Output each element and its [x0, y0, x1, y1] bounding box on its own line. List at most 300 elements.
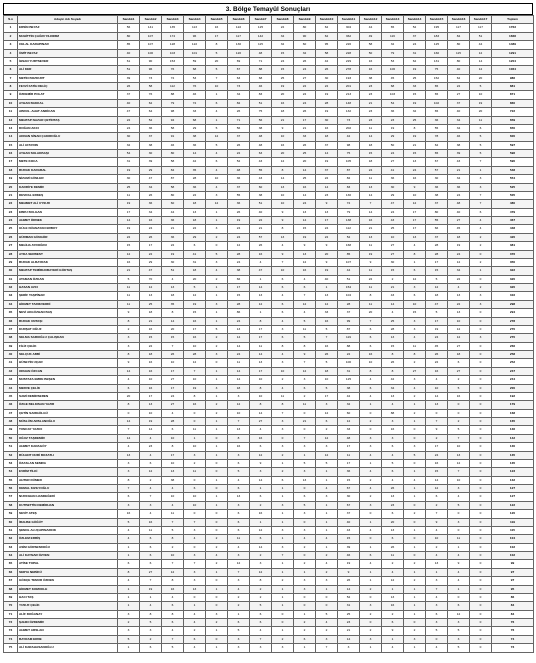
- vote-cell: 5: [206, 141, 228, 149]
- vote-cell: 1: [470, 267, 492, 275]
- vote-cell: 2: [184, 459, 206, 467]
- total-cell: 420: [492, 233, 534, 241]
- vote-cell: 13: [272, 233, 294, 241]
- vote-cell: 2: [250, 552, 272, 560]
- candidate-name: HÜSEYİN UÇAR: [18, 359, 118, 367]
- vote-cell: 67: [338, 485, 360, 493]
- column-header-box: Sandık3: [162, 16, 184, 24]
- vote-cell: 12: [250, 451, 272, 459]
- vote-cell: 4: [140, 602, 162, 610]
- vote-cell: 0: [470, 610, 492, 618]
- vote-cell: 29: [140, 166, 162, 174]
- vote-cell: 3: [118, 610, 140, 618]
- row-number: 8: [4, 83, 18, 91]
- vote-cell: 44: [338, 267, 360, 275]
- column-header-no: S.n: [4, 16, 18, 24]
- vote-cell: 76: [184, 83, 206, 91]
- vote-cell: 23: [140, 443, 162, 451]
- vote-cell: 7: [426, 510, 448, 518]
- vote-cell: 3: [448, 635, 470, 643]
- vote-cell: 3: [184, 451, 206, 459]
- vote-cell: 0: [470, 585, 492, 593]
- vote-cell: 0: [470, 351, 492, 359]
- vote-cell: 13: [228, 325, 250, 333]
- vote-cell: 27: [294, 74, 316, 82]
- vote-cell: 3: [272, 501, 294, 509]
- candidate-name: CELAL KARAPINAR: [18, 41, 118, 49]
- vote-cell: 1: [470, 166, 492, 174]
- vote-cell: 112: [162, 83, 184, 91]
- vote-cell: 71: [228, 116, 250, 124]
- total-cell: 76: [492, 619, 534, 627]
- vote-cell: 2: [272, 577, 294, 585]
- vote-cell: 1: [206, 292, 228, 300]
- vote-cell: 16: [206, 24, 228, 32]
- vote-cell: 6: [184, 635, 206, 643]
- vote-cell: 16: [140, 518, 162, 526]
- vote-cell: 22: [228, 150, 250, 158]
- vote-cell: 7: [316, 334, 338, 342]
- vote-cell: 1: [118, 543, 140, 551]
- vote-cell: 96: [140, 66, 162, 74]
- vote-cell: 13: [228, 493, 250, 501]
- vote-cell: 3: [404, 284, 426, 292]
- vote-cell: 30: [140, 150, 162, 158]
- vote-cell: 7: [294, 292, 316, 300]
- vote-cell: 13: [250, 359, 272, 367]
- vote-cell: 3: [426, 577, 448, 585]
- vote-cell: 11: [338, 451, 360, 459]
- vote-cell: 125: [426, 41, 448, 49]
- table-row: [4, 108, 534, 116]
- vote-cell: 0: [404, 552, 426, 560]
- vote-cell: 16: [382, 426, 404, 434]
- row-number: 45: [4, 392, 18, 400]
- vote-cell: 1: [206, 418, 228, 426]
- vote-cell: 5: [294, 317, 316, 325]
- vote-cell: 12: [272, 158, 294, 166]
- vote-cell: 0: [470, 359, 492, 367]
- vote-cell: 116: [382, 32, 404, 40]
- total-cell: 448: [492, 225, 534, 233]
- candidate-name: METİN BOZKURT: [18, 74, 118, 82]
- vote-cell: 0: [470, 526, 492, 534]
- vote-cell: 26: [250, 242, 272, 250]
- candidate-name: ASİM GÜRSESDOĞU: [18, 543, 118, 551]
- vote-cell: 3: [206, 258, 228, 266]
- table-row: [4, 518, 534, 526]
- vote-cell: 57: [426, 166, 448, 174]
- vote-cell: 3: [272, 426, 294, 434]
- vote-cell: 2: [206, 342, 228, 350]
- vote-cell: 0: [470, 501, 492, 509]
- vote-cell: 12: [404, 275, 426, 283]
- vote-cell: 19: [316, 108, 338, 116]
- vote-cell: 10: [272, 133, 294, 141]
- vote-cell: 72: [338, 200, 360, 208]
- vote-cell: 6: [294, 284, 316, 292]
- vote-cell: 2: [382, 275, 404, 283]
- vote-cell: 17: [426, 443, 448, 451]
- vote-cell: 11: [228, 359, 250, 367]
- vote-cell: 0: [272, 619, 294, 627]
- vote-cell: 10: [206, 83, 228, 91]
- vote-cell: 10: [404, 191, 426, 199]
- vote-cell: 7: [184, 367, 206, 375]
- row-number: 28: [4, 250, 18, 258]
- vote-cell: 201: [338, 83, 360, 91]
- table-row: [4, 99, 534, 107]
- vote-cell: 27: [448, 217, 470, 225]
- vote-cell: 53: [382, 57, 404, 65]
- vote-cell: 6: [426, 493, 448, 501]
- vote-cell: 125: [338, 376, 360, 384]
- vote-cell: 16: [382, 602, 404, 610]
- vote-cell: 0: [470, 568, 492, 576]
- vote-cell: 1: [118, 552, 140, 560]
- vote-cell: 36: [426, 116, 448, 124]
- vote-cell: 51: [470, 32, 492, 40]
- table-row: [4, 334, 534, 342]
- vote-cell: 4: [360, 376, 382, 384]
- vote-cell: 26: [382, 359, 404, 367]
- vote-cell: 0: [448, 593, 470, 601]
- candidate-name: AYHAN BAKKAL: [18, 99, 118, 107]
- vote-cell: 5: [206, 49, 228, 57]
- vote-cell: 1: [206, 116, 228, 124]
- vote-cell: 26: [294, 108, 316, 116]
- total-cell: 252: [492, 359, 534, 367]
- vote-cell: 4: [470, 217, 492, 225]
- vote-cell: 15: [338, 535, 360, 543]
- vote-cell: 59: [184, 57, 206, 65]
- vote-cell: 6: [272, 284, 294, 292]
- vote-cell: 40: [250, 208, 272, 216]
- vote-cell: 52: [338, 233, 360, 241]
- vote-cell: 14: [250, 543, 272, 551]
- vote-cell: 6: [360, 552, 382, 560]
- vote-cell: 9: [272, 208, 294, 216]
- table-row: [4, 225, 534, 233]
- vote-cell: 29: [184, 124, 206, 132]
- vote-cell: 13: [140, 292, 162, 300]
- vote-cell: 17: [404, 208, 426, 216]
- vote-cell: 2: [206, 401, 228, 409]
- vote-cell: 43: [338, 526, 360, 534]
- vote-cell: 2: [404, 392, 426, 400]
- vote-cell: 16: [316, 124, 338, 132]
- vote-cell: 0: [470, 543, 492, 551]
- total-cell: 597: [492, 141, 534, 149]
- vote-cell: 1: [272, 485, 294, 493]
- vote-cell: 39: [140, 158, 162, 166]
- total-cell: 1489: [492, 41, 534, 49]
- vote-cell: 13: [184, 585, 206, 593]
- candidate-name: FEVZİ FATİH DELİÇ: [18, 83, 118, 91]
- vote-cell: 3: [118, 501, 140, 509]
- vote-cell: 73: [338, 116, 360, 124]
- total-cell: 84: [492, 602, 534, 610]
- candidate-name: MEHTAP TEMİRHOBAYERİ GÖKTAŞ: [18, 267, 118, 275]
- candidate-name: BURAK UNTAŞI: [18, 317, 118, 325]
- vote-cell: 6: [118, 560, 140, 568]
- row-number: 75: [4, 644, 18, 652]
- vote-cell: 5: [118, 518, 140, 526]
- vote-cell: 10: [184, 376, 206, 384]
- vote-cell: 21: [140, 317, 162, 325]
- vote-cell: 12: [470, 49, 492, 57]
- vote-cell: 16: [140, 384, 162, 392]
- table-row: [4, 543, 534, 551]
- vote-cell: 4: [448, 493, 470, 501]
- table-row: [4, 158, 534, 166]
- table-row: [4, 351, 534, 359]
- vote-cell: 1: [426, 568, 448, 576]
- vote-cell: 28: [228, 300, 250, 308]
- row-number: 55: [4, 476, 18, 484]
- vote-cell: 12: [118, 250, 140, 258]
- vote-cell: 16: [184, 401, 206, 409]
- vote-cell: 20: [206, 57, 228, 65]
- vote-cell: 19: [382, 124, 404, 132]
- vote-cell: 3: [272, 526, 294, 534]
- total-cell: 881: [492, 83, 534, 91]
- vote-cell: 47: [382, 200, 404, 208]
- vote-cell: 5: [206, 66, 228, 74]
- candidate-name: AHTER DÜMER: [18, 476, 118, 484]
- vote-cell: 135: [162, 24, 184, 32]
- vote-cell: 41: [382, 166, 404, 174]
- vote-cell: 17: [228, 284, 250, 292]
- vote-cell: 5: [448, 426, 470, 434]
- vote-cell: 4: [426, 593, 448, 601]
- vote-cell: 0: [404, 535, 426, 543]
- vote-cell: 0: [206, 510, 228, 518]
- total-cell: 381: [492, 242, 534, 250]
- vote-cell: 3: [228, 577, 250, 585]
- vote-cell: 10: [470, 91, 492, 99]
- vote-cell: 0: [294, 485, 316, 493]
- vote-cell: 22: [184, 225, 206, 233]
- vote-cell: 10: [250, 376, 272, 384]
- vote-cell: 1: [272, 493, 294, 501]
- vote-cell: 16: [184, 334, 206, 342]
- candidate-name: MEHMET ALİ UYSUR: [18, 200, 118, 208]
- row-number: 44: [4, 384, 18, 392]
- vote-cell: 22: [294, 91, 316, 99]
- vote-cell: 106: [382, 66, 404, 74]
- vote-cell: 10: [316, 376, 338, 384]
- vote-cell: 1: [272, 510, 294, 518]
- vote-cell: 21: [360, 225, 382, 233]
- vote-cell: 1: [316, 526, 338, 534]
- vote-cell: 3: [294, 577, 316, 585]
- vote-cell: 15: [272, 49, 294, 57]
- table-row: [4, 49, 534, 57]
- vote-cell: 2: [360, 627, 382, 635]
- vote-cell: 6: [360, 384, 382, 392]
- vote-cell: 37: [448, 99, 470, 107]
- vote-cell: 0: [470, 476, 492, 484]
- vote-cell: 16: [228, 443, 250, 451]
- vote-cell: 1: [316, 518, 338, 526]
- vote-cell: 7: [360, 200, 382, 208]
- vote-cell: 195: [426, 24, 448, 32]
- candidate-name: BÜLENT NURİ BOZATLI: [18, 451, 118, 459]
- total-cell: 258: [492, 351, 534, 359]
- row-number: 48: [4, 418, 18, 426]
- vote-cell: 18: [316, 133, 338, 141]
- vote-cell: 40: [118, 99, 140, 107]
- vote-cell: 7: [470, 191, 492, 199]
- vote-cell: 47: [140, 175, 162, 183]
- vote-cell: 6: [162, 619, 184, 627]
- vote-cell: 24: [294, 99, 316, 107]
- vote-cell: 15: [404, 91, 426, 99]
- table-row: [4, 401, 534, 409]
- vote-cell: 10: [272, 191, 294, 199]
- vote-cell: 17: [140, 392, 162, 400]
- vote-cell: 21: [272, 116, 294, 124]
- vote-cell: 12: [184, 359, 206, 367]
- candidate-name: SELMA SARIOĞLU ÇALIŞKAN: [18, 334, 118, 342]
- column-header-name: Adayın Adı Soyadı: [18, 16, 118, 24]
- vote-cell: 3: [118, 334, 140, 342]
- vote-cell: 3: [272, 644, 294, 652]
- vote-cell: 27: [404, 367, 426, 375]
- vote-cell: 9: [272, 217, 294, 225]
- table-row: [4, 635, 534, 643]
- candidate-name: ÖZLEM ERBİŞ: [18, 535, 118, 543]
- vote-cell: 3: [470, 300, 492, 308]
- vote-cell: 0: [470, 434, 492, 442]
- vote-cell: 16: [140, 359, 162, 367]
- vote-cell: 8: [294, 342, 316, 350]
- vote-cell: 1: [272, 535, 294, 543]
- vote-cell: 30: [382, 183, 404, 191]
- vote-cell: 48: [250, 133, 272, 141]
- vote-cell: 37: [338, 309, 360, 317]
- vote-cell: 18: [360, 141, 382, 149]
- total-cell: 84: [492, 610, 534, 618]
- vote-cell: 2: [206, 334, 228, 342]
- vote-cell: 18: [272, 108, 294, 116]
- vote-cell: 1: [206, 91, 228, 99]
- vote-cell: 2: [206, 619, 228, 627]
- vote-cell: 56: [118, 24, 140, 32]
- vote-cell: 80: [162, 191, 184, 199]
- vote-cell: 10: [162, 459, 184, 467]
- table-row: [4, 451, 534, 459]
- vote-cell: 2: [470, 233, 492, 241]
- vote-cell: 2: [228, 593, 250, 601]
- vote-cell: 14: [382, 300, 404, 308]
- vote-cell: 18: [140, 351, 162, 359]
- vote-cell: 16: [140, 367, 162, 375]
- vote-cell: 14: [118, 217, 140, 225]
- vote-cell: 23: [382, 116, 404, 124]
- table-row: [4, 526, 534, 534]
- vote-cell: 24: [404, 41, 426, 49]
- vote-cell: 19: [184, 384, 206, 392]
- vote-cell: 21: [338, 627, 360, 635]
- total-cell: 479: [492, 208, 534, 216]
- total-cell: 270: [492, 334, 534, 342]
- vote-cell: 2: [470, 258, 492, 266]
- vote-cell: 68: [382, 83, 404, 91]
- vote-cell: 3: [228, 451, 250, 459]
- row-number: 21: [4, 191, 18, 199]
- vote-cell: 103: [382, 91, 404, 99]
- vote-cell: 37: [426, 233, 448, 241]
- vote-cell: 13: [426, 401, 448, 409]
- vote-cell: 160: [426, 49, 448, 57]
- total-cell: 86: [492, 593, 534, 601]
- vote-cell: 3: [118, 459, 140, 467]
- vote-cell: 2: [250, 585, 272, 593]
- vote-cell: 26: [228, 141, 250, 149]
- vote-cell: 0: [206, 518, 228, 526]
- vote-cell: 54: [382, 99, 404, 107]
- row-number: 66: [4, 568, 18, 576]
- vote-cell: 91: [162, 133, 184, 141]
- vote-cell: 2: [162, 543, 184, 551]
- vote-cell: 9: [294, 242, 316, 250]
- vote-cell: 55: [228, 191, 250, 199]
- vote-cell: 3: [250, 560, 272, 568]
- vote-cell: 3: [382, 418, 404, 426]
- vote-cell: 36: [140, 200, 162, 208]
- table-row: [4, 41, 534, 49]
- vote-cell: 7: [140, 577, 162, 585]
- vote-cell: 2: [360, 610, 382, 618]
- total-cell: 130: [492, 443, 534, 451]
- vote-cell: 14: [470, 57, 492, 65]
- vote-cell: 22: [140, 250, 162, 258]
- vote-cell: 1: [404, 593, 426, 601]
- vote-cell: 1: [404, 468, 426, 476]
- candidate-name: AHMET KARAGÖY: [18, 443, 118, 451]
- vote-cell: 26: [382, 543, 404, 551]
- vote-cell: 3: [470, 292, 492, 300]
- vote-cell: 13: [360, 233, 382, 241]
- vote-cell: 16: [250, 434, 272, 442]
- total-cell: 376: [492, 250, 534, 258]
- row-number: 12: [4, 116, 18, 124]
- vote-cell: 19: [118, 225, 140, 233]
- vote-cell: 3: [272, 543, 294, 551]
- vote-cell: 10: [272, 367, 294, 375]
- vote-cell: 2: [140, 635, 162, 643]
- vote-cell: 0: [206, 526, 228, 534]
- vote-cell: 84: [162, 166, 184, 174]
- vote-cell: 12: [448, 258, 470, 266]
- vote-cell: 4: [228, 585, 250, 593]
- vote-cell: 8: [360, 292, 382, 300]
- table-row: [4, 627, 534, 635]
- vote-cell: 7: [162, 518, 184, 526]
- row-number: 4: [4, 49, 18, 57]
- vote-cell: 4: [228, 476, 250, 484]
- vote-cell: 20: [470, 74, 492, 82]
- total-cell: 525: [492, 183, 534, 191]
- vote-cell: 3: [294, 468, 316, 476]
- vote-cell: 5: [294, 501, 316, 509]
- vote-cell: 2: [140, 476, 162, 484]
- column-header-total: Toplam: [492, 16, 534, 24]
- vote-cell: 8: [250, 577, 272, 585]
- vote-cell: 14: [118, 418, 140, 426]
